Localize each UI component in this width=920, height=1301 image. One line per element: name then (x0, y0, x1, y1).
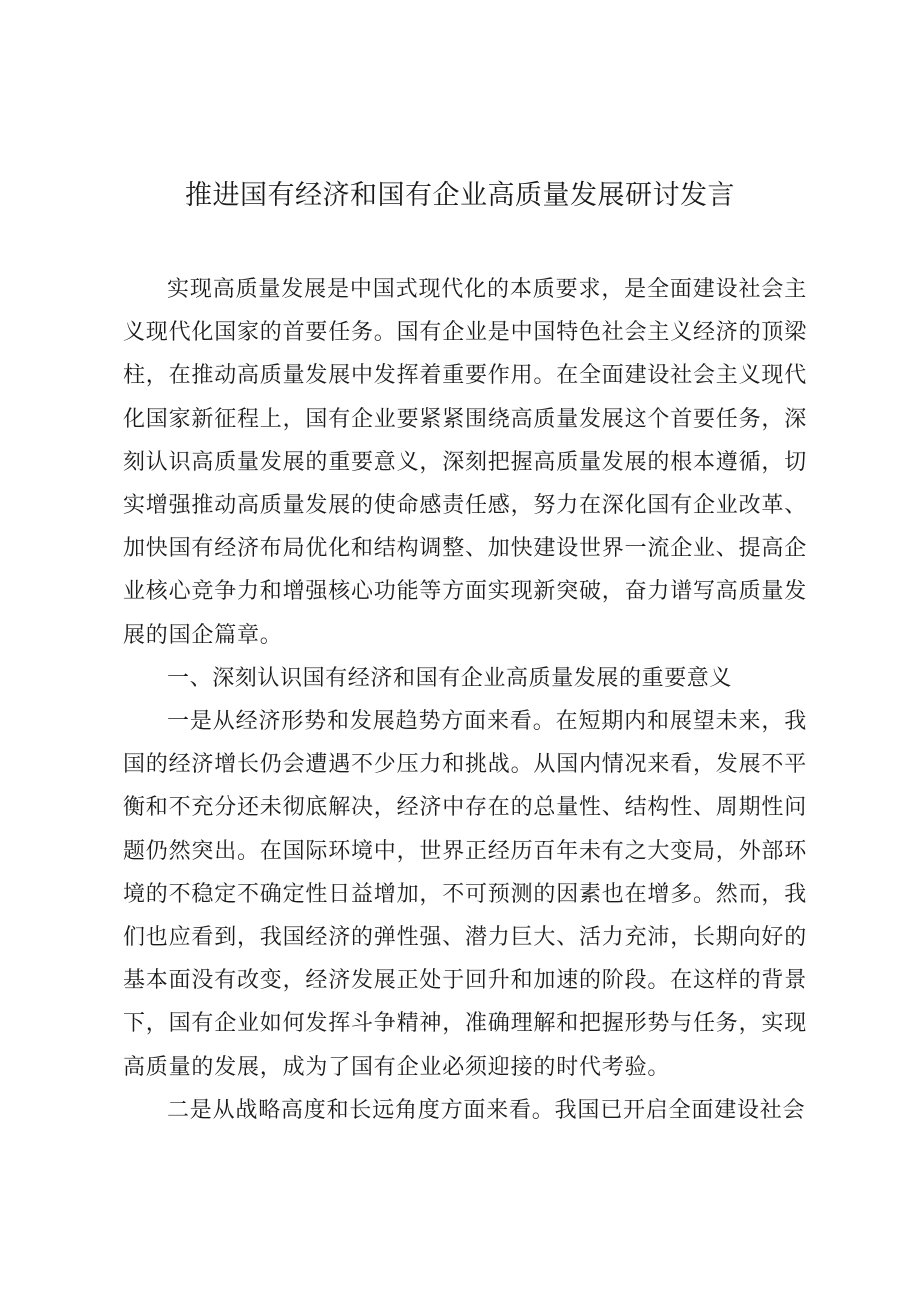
intro-paragraph: 实现高质量发展是中国式现代化的本质要求，是全面建设社会主义现代化国家的首要任务。国有企业是中国特色社会主义经济的顶梁柱，在推动高质量发展中发挥着重要作用。在全面建设社会主义现代化国家新征程上，国有企业要紧紧围绕高质量发展这个首要任务，深刻认识高质量发展的重要意义，深刻把握高质量发展的根本遵循，切实增强推动高质量发展的使命感责任感，努力在深化国有企业改革、加快国有经济布局优化和结构调整、加快建设世界一流企业、提高企业核心竞争力和增强核心功能等方面实现新突破，奋力谱写高质量发展的国企篇章。 (123, 277, 808, 648)
document-body (123, 268, 807, 1132)
document-title: 推进国有经济和国有企业高质量发展研讨发言 (185, 180, 735, 211)
section-1-paragraph-2: 二是从战略高度和长远角度方面来看。我国已开启全面建设社会 (167, 1097, 806, 1123)
section-heading-1: 一、深刻认识国有经济和国有企业高质量发展的重要意义 (167, 665, 733, 691)
section-1-paragraph-1: 一是从经济形势和发展趋势方面来看。在短期内和展望未来，我国的经济增长仍会遭遇不少压力和挑战。从国内情况来看，发展不平衡和不充分还未彻底解决，经济中存在的总量性、结构性、周期性问题仍然突出。在国际环境中，世界正经历百年未有之大变局，外部环境的不稳定不确定性日益增加，不可预测的因素也在增多。然而，我们也应看到，我国经济的弹性强、潜力巨大、活力充沛，长期向好的基本面没有改变，经济发展正处于回升和加速的阶段。在这样的背景下，国有企业如何发挥斗争精神，准确理解和把握形势与任务，实现高质量的发展，成为了国有企业必须迎接的时代考验。 (123, 709, 808, 1080)
